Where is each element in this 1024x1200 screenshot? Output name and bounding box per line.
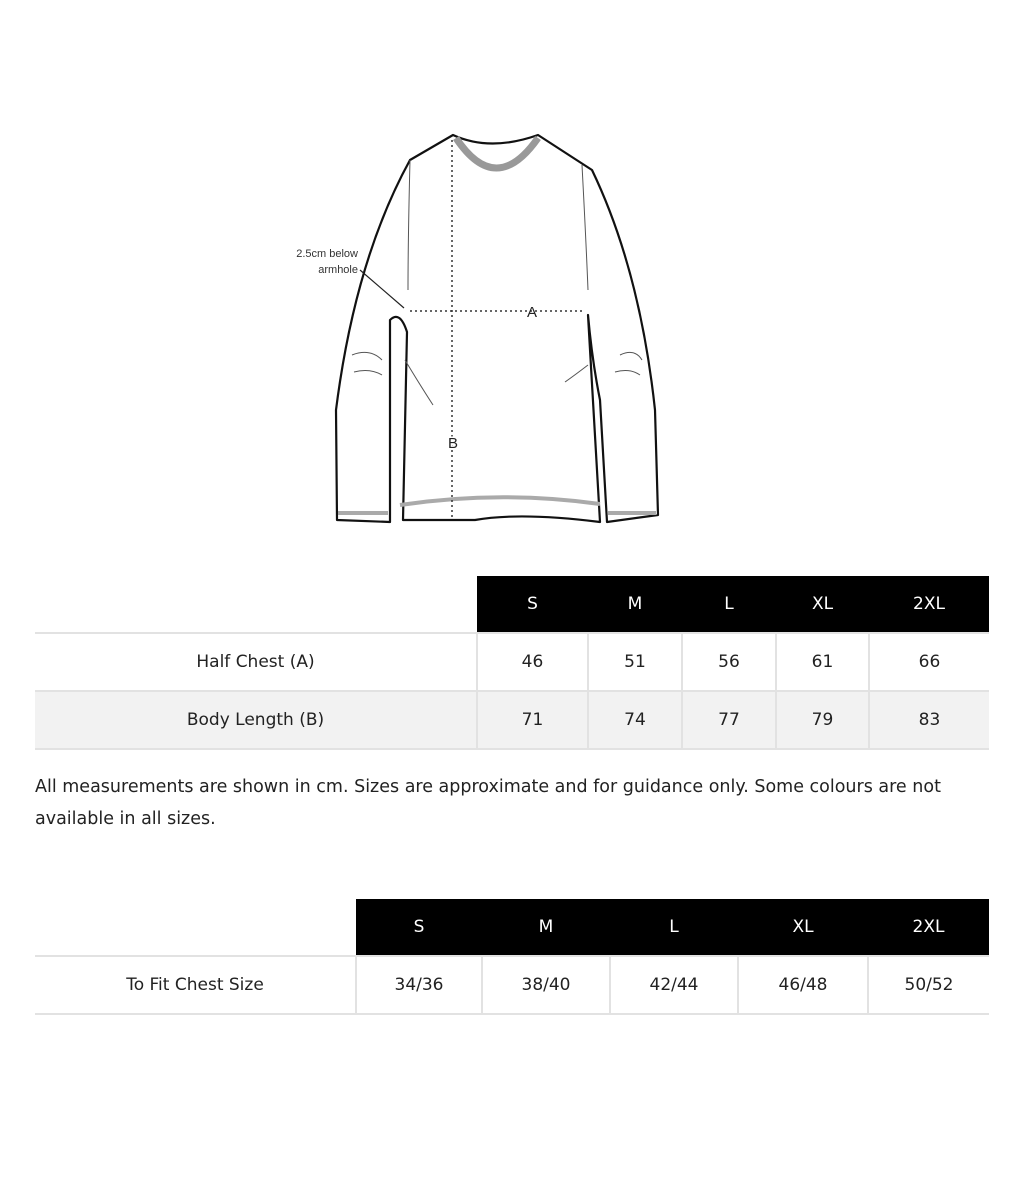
cell: 46	[477, 633, 588, 691]
cell: 71	[477, 691, 588, 749]
size-header: XL	[776, 576, 869, 633]
header-blank	[35, 576, 477, 633]
cell: 51	[588, 633, 682, 691]
table-row	[35, 956, 989, 1014]
fit-table	[35, 899, 989, 1015]
label-a: A	[526, 304, 538, 321]
cell: 50/52	[868, 956, 989, 1014]
row-label: To Fit Chest Size	[35, 956, 356, 1014]
hem-rib	[400, 497, 600, 505]
measurement-note: All measurements are shown in cm. Sizes are approximate and for guidance only. Some colours are not available in all sizes.	[35, 777, 941, 829]
size-header-row	[35, 576, 989, 633]
cell: 83	[869, 691, 989, 749]
size-header: 2XL	[869, 576, 989, 633]
size-header: L	[610, 899, 738, 956]
cell: 66	[869, 633, 989, 691]
size-header: M	[482, 899, 610, 956]
header-blank	[35, 899, 356, 956]
cell: 56	[682, 633, 776, 691]
cell: 61	[776, 633, 869, 691]
cell: 79	[776, 691, 869, 749]
row-label: Body Length (B)	[35, 691, 477, 749]
row-label: Half Chest (A)	[35, 633, 477, 691]
measurements-table	[35, 576, 989, 750]
cell: 46/48	[738, 956, 868, 1014]
size-header: XL	[738, 899, 868, 956]
cell: 38/40	[482, 956, 610, 1014]
armhole-note: armhole	[318, 264, 358, 276]
cell: 77	[682, 691, 776, 749]
armhole-note: 2.5cm below	[296, 248, 358, 260]
label-b: B	[447, 435, 459, 452]
shirt-outline	[336, 135, 658, 522]
size-header: S	[356, 899, 482, 956]
size-header: L	[682, 576, 776, 633]
table-row	[35, 691, 989, 749]
size-header: 2XL	[868, 899, 989, 956]
cell: 74	[588, 691, 682, 749]
cell: 34/36	[356, 956, 482, 1014]
size-header-row	[35, 899, 989, 956]
cell: 42/44	[610, 956, 738, 1014]
size-header: S	[477, 576, 588, 633]
garment-diagram	[270, 120, 690, 540]
size-header: M	[588, 576, 682, 633]
table-row	[35, 633, 989, 691]
